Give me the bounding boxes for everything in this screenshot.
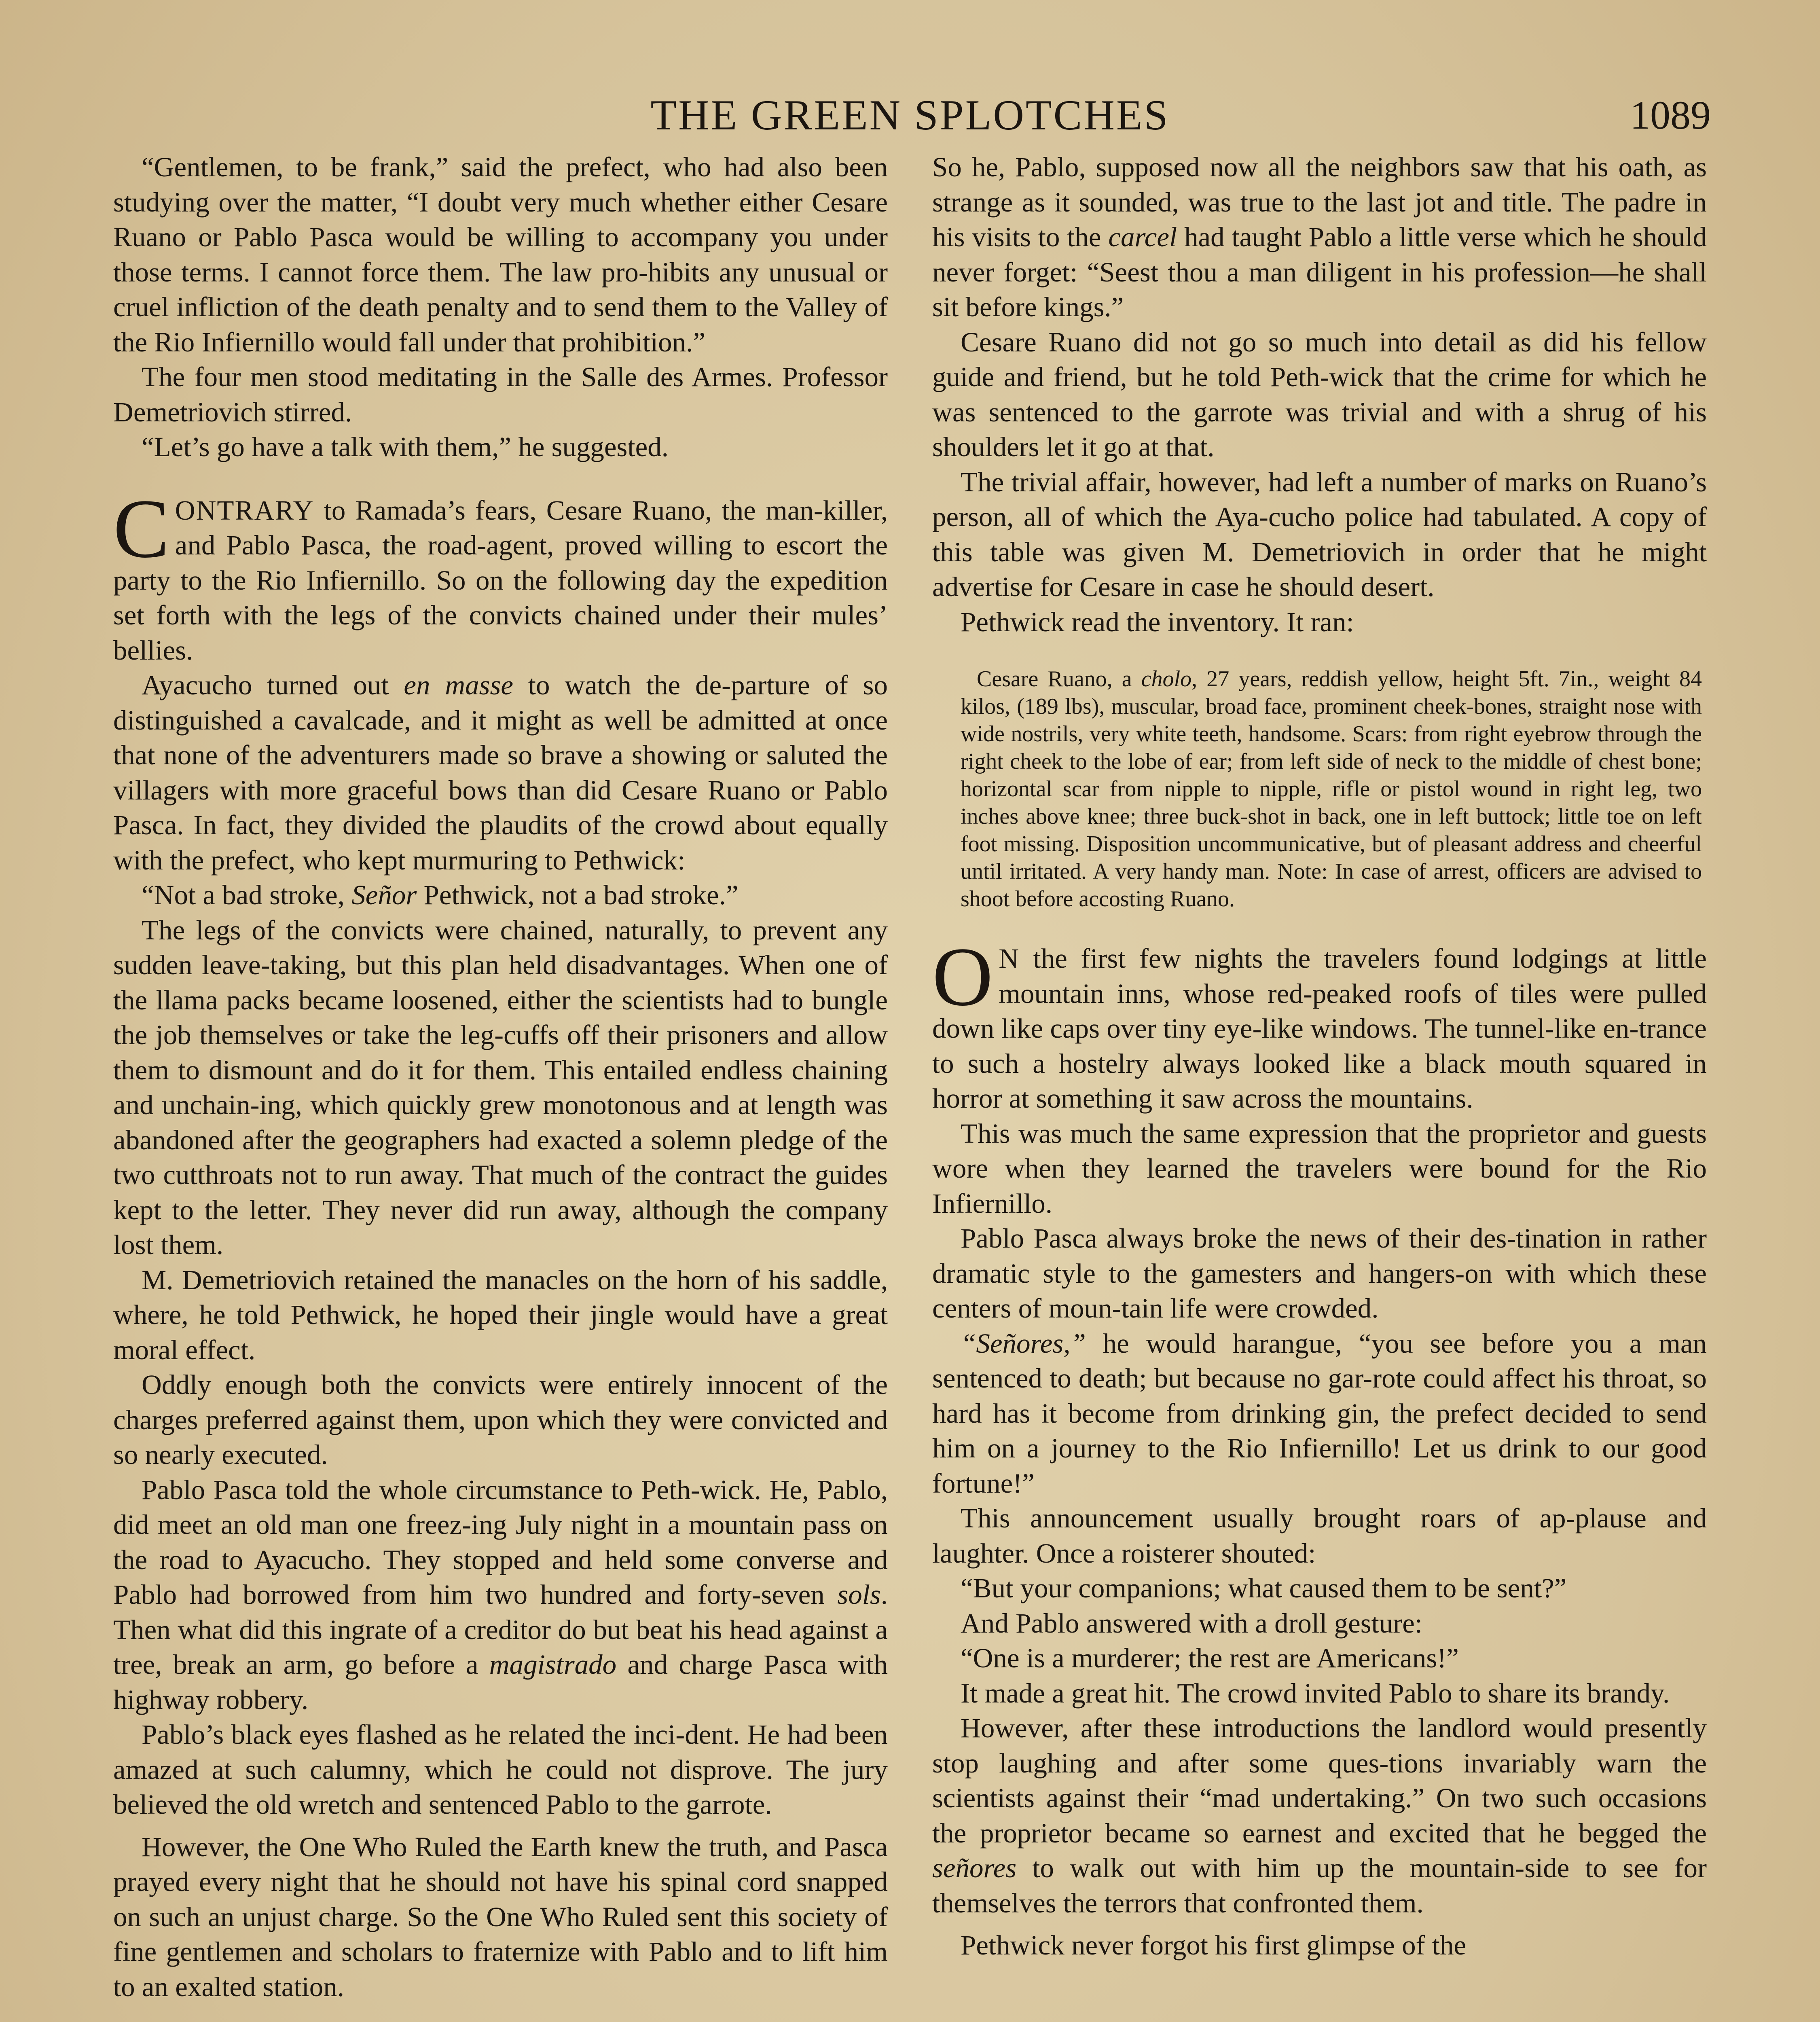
paragraph: “Let’s go have a talk with them,” he suggested. <box>142 431 669 462</box>
paragraph: “Gentlemen, to be frank,” said the prefect, who had also been studying over the matter, “I doubt very much whether either Cesare Ruano or Pablo Pasca would be willing to accompany you under those terms. I cannot force them. The law pro-hibits any unusual or cruel infliction of the death penalty and to send them to the Valley of the Rio Infiernillo would fall under that prohibition.” <box>113 152 888 357</box>
paragraph <box>932 1711 1707 1920</box>
paragraph: And Pablo answered with a droll gesture: <box>961 1607 1423 1639</box>
paragraph: “But your companions; what caused them to be sent?” <box>961 1573 1567 1603</box>
text-run: Cesare Ruano, a <box>977 666 1141 692</box>
text-run: Pablo Pasca told the whole circumstance to Peth-wick. He, Pablo, did meet an old man one freez-ing July night in a mountain pass on the road to Ayacucho. They stopped and held some converse and Pablo had borrowed from him two hundred and forty-seven <box>113 1474 888 1610</box>
paragraph: “One is a murderer; the rest are Americans!” <box>961 1643 1459 1673</box>
right-column <box>932 150 1707 1963</box>
text-run: Pethwick, not a bad stroke.” <box>417 880 739 910</box>
paragraph: Pethwick read the inventory. It ran: <box>961 606 1354 637</box>
italic-text: carcel <box>1108 222 1177 252</box>
inventory-block <box>961 665 1702 913</box>
paragraph: This announcement usually brought roars of ap-plause and laughter. Once a roisterer shouted: <box>932 1503 1707 1569</box>
paragraph: Cesare Ruano did not go so much into detail as did his fellow guide and friend, but he told Peth-wick that the crime for which he was sentenced to the garrote was trivial and with a shrug of his shoulders let it go at that. <box>932 326 1707 462</box>
text-run: However, after these introductions the landlord would presently stop laughing and after some ques-tions invariably warn the scientists against their “mad undertaking.” On two such occasions the proprietor became so earnest and excited that he begged the <box>932 1713 1707 1849</box>
page-number: 1089 <box>1630 93 1711 137</box>
italic-text: Señor <box>351 880 417 910</box>
drop-cap: C <box>113 482 169 575</box>
text-run: “Not a bad stroke, <box>142 880 352 910</box>
paragraph <box>113 878 888 913</box>
italic-text: cholo <box>1141 666 1192 692</box>
paragraph <box>113 1472 888 1717</box>
paragraph: Pablo Pasca always broke the news of their des-tination in rather dramatic style to the gamesters and hangers-on with which these centers of moun-tain life were crowded. <box>932 1223 1707 1324</box>
left-column <box>113 150 888 2004</box>
paragraph-text: to Ramada’s fears, Cesare Ruano, the man-killer, and Pablo Pasca, the road-agent, proved willing to escort the party to the Rio Infiernillo. So on the following day the expedition set forth with the legs of the convicts chained under their mules’ bellies. <box>113 495 888 666</box>
paragraph: It made a great hit. The crowd invited Pablo to share its brandy. <box>961 1677 1670 1709</box>
text-run: . Then what did this ingrate of a creditor do but beat his head against a tree, break an arm, go before a <box>113 1579 888 1680</box>
italic-text: magistrado <box>489 1649 617 1680</box>
running-title: THE GREEN SPLOTCHES <box>650 91 1170 139</box>
text-run: , 27 years, reddish yellow, height 5ft. 7in., weight 84 kilos, (189 lbs), muscular, broad face, prominent cheek-bones, straight nose with wide nostrils, very white teeth, handsome. Scars: from right eyebrow through the right cheek to the lobe of ear; from left side of neck to the middle of chest bone; horizontal scar from nipple to nipple, rifle or pistol wound in right leg, two inches above knee; three buck-shot in back, one in left buttock; little toe on left foot missing. Disposition uncommunicative, but of pleasant address and cheerful until irritated. A very handy man. Note: In case of arrest, officers are advised to shoot before accosting Ruano. <box>961 666 1702 912</box>
paragraph <box>932 150 1707 325</box>
text-run: and charge Pasca with highway robbery. <box>113 1649 888 1715</box>
text-run: Ayacucho turned out <box>142 670 404 700</box>
text-run: So he, Pablo, supposed now all the neighbors saw that his oath, as strange as it sounded, was true to the last jot and title. The padre in his visits to the <box>932 152 1707 252</box>
text-run: he would harangue, “you see before you a man sentenced to death; but because no gar-rote could affect his throat, so hard has it become from drinking gin, the prefect decided to send him on a journey to the Rio Infiernillo! Let us drink to our good fortune!” <box>932 1328 1707 1499</box>
drop-cap: O <box>932 930 993 1023</box>
page-header <box>109 85 1711 146</box>
text-run: to watch the de-parture of so distinguished a cavalcade, and it might as well be admitted at once that none of the adventurers made so brave a showing or saluted the villagers with more graceful bows than did Cesare Ruano or Pablo Pasca. In fact, they divided the plaudits of the crowd about equally with the prefect, who kept murmuring to Pethwick: <box>113 670 888 876</box>
paragraph: The trivial affair, however, had left a number of marks on Ruano’s person, all of which the Aya-cucho police had tabulated. A copy of this table was given M. Demetriovich in order that he might advertise for Cesare in case he should desert. <box>932 466 1707 602</box>
small-caps-lead: N <box>999 943 1020 974</box>
paragraph-text: the first few nights the travelers found lodgings at little mountain inns, whose red-peaked roofs of tiles were pulled down like caps over tiny eye-like windows. The tunnel-like en-trance to such a hostelry always looked like a black mouth squared in horror at something it saw across the mountains. <box>932 943 1707 1114</box>
paragraph: However, the One Who Ruled the Earth knew the truth, and Pasca prayed every night that he should not have his spinal cord snapped on such an unjust charge. So the One Who Ruled sent this society of fine gentlemen and scholars to fraternize with Pablo and to lift him to an exalted station. <box>113 1831 888 2002</box>
paragraph: Pethwick never forgot his first glimpse of the <box>961 1930 1467 1961</box>
italic-text: señores <box>932 1853 1017 1883</box>
italic-text: sols <box>837 1579 881 1610</box>
section-opening-paragraph <box>113 482 888 668</box>
paragraph: Oddly enough both the convicts were entirely innocent of the charges preferred against them, upon which they were convicted and so nearly executed. <box>113 1369 888 1470</box>
section-opening-paragraph <box>932 930 1707 1116</box>
paragraph: M. Demetriovich retained the manacles on the horn of his saddle, where, he told Pethwick, he hoped their jingle would have a great moral effect. <box>113 1264 888 1365</box>
text-run: to walk out with him up the mountain-side to see for themselves the terrors that confronted them. <box>932 1853 1707 1918</box>
paragraph: The legs of the convicts were chained, naturally, to prevent any sudden leave-taking, but this plan held disadvantages. When one of the llama packs became loosened, either the scientists had to bungle the job themselves or take the leg-cuffs off their prisoners and allow them to dismount and do it for them. This entailed endless chaining and unchain-ing, which quickly grew monotonous and at length was abandoned after the geographers had exacted a solemn pledge of the two cutthroats not to run away. That much of the contract the guides kept to the letter. They never did run away, although the company lost them. <box>113 914 888 1260</box>
text-run: had taught Pablo a little verse which he should never forget: “Seest thou a man diligent in his profession—he shall sit before kings.” <box>932 222 1707 322</box>
small-caps-lead: ONTRARY <box>175 495 314 526</box>
paragraph <box>932 1326 1707 1501</box>
paragraph: Pablo’s black eyes flashed as he related the inci-dent. He had been amazed at such calumny, which he could not disprove. The jury believed the old wretch and sentenced Pablo to the garrote. <box>113 1719 888 1820</box>
paragraph <box>113 668 888 878</box>
italic-text: en masse <box>404 670 513 700</box>
italic-text: “Señores,” <box>961 1328 1086 1359</box>
paragraph: This was much the same expression that the proprietor and guests wore when they learned the travelers were bound for the Rio Infiernillo. <box>932 1118 1707 1219</box>
inventory-text <box>961 665 1702 913</box>
paragraph: The four men stood meditating in the Salle des Armes. Professor Demetriovich stirred. <box>113 362 888 427</box>
